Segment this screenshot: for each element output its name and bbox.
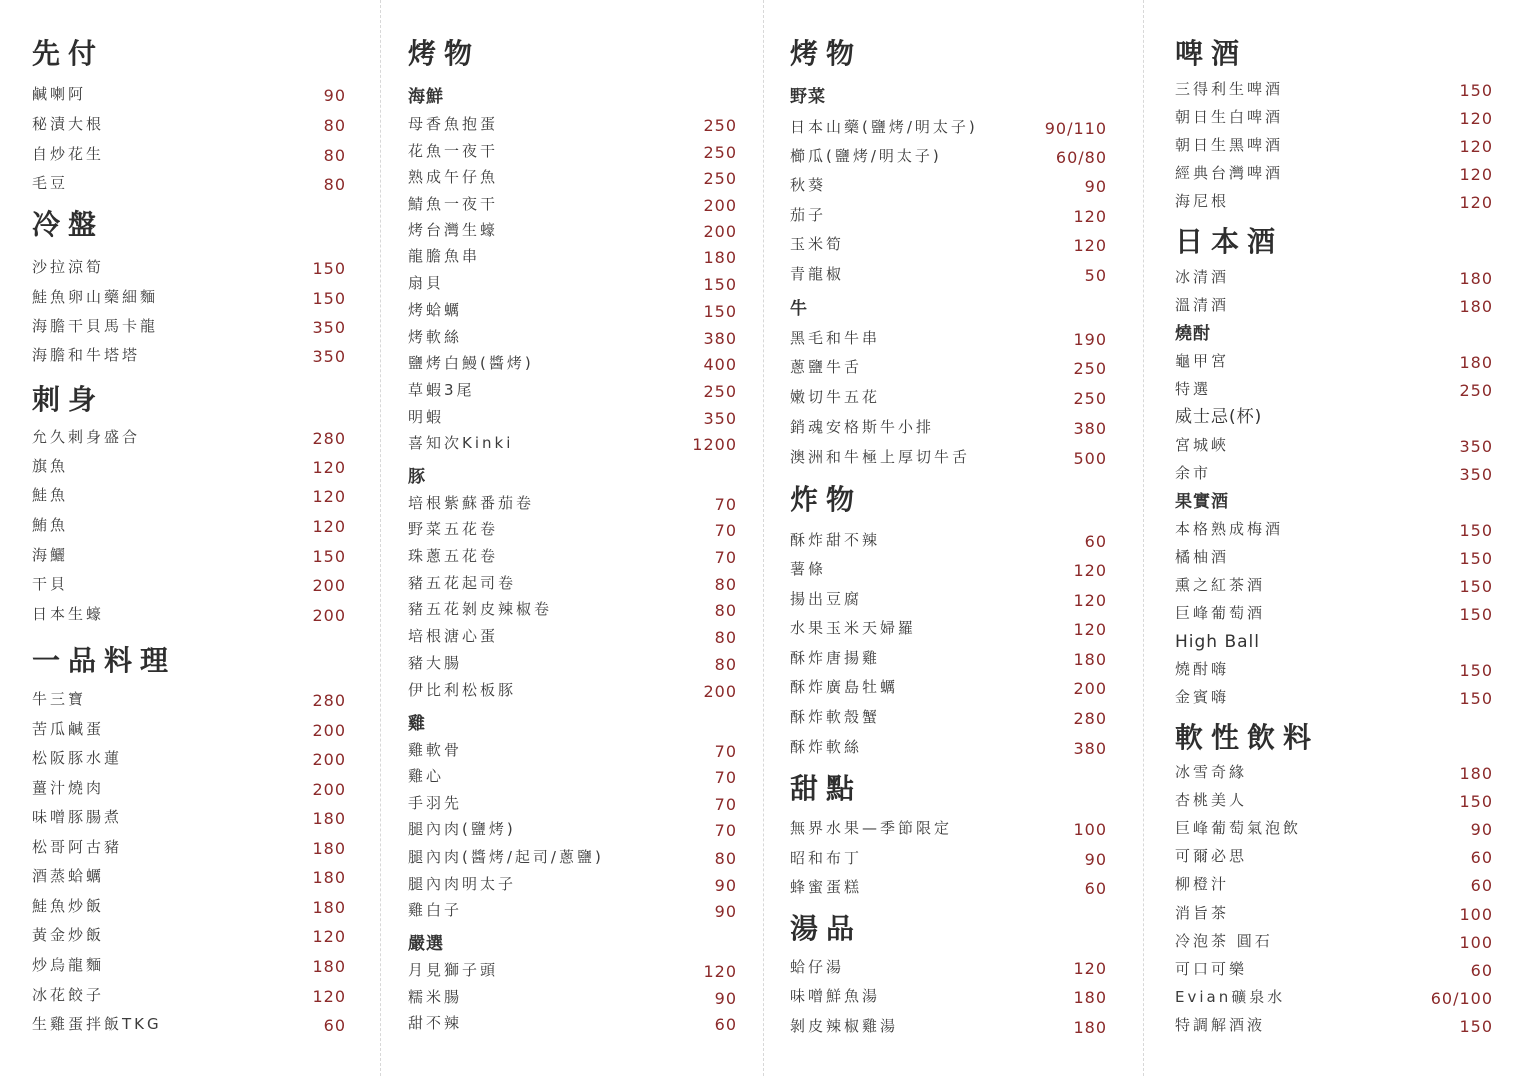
item-price: 280 [312, 429, 346, 448]
item-price: 60 [323, 1016, 346, 1035]
item-name: 嫩切牛五花 [790, 388, 881, 406]
item-price: 60 [714, 1015, 737, 1034]
item-name: 毛豆 [32, 174, 69, 192]
item-price: 80 [323, 116, 346, 135]
subsection-title: 嚴選 [408, 934, 444, 954]
item-name: 海鱺 [32, 546, 69, 564]
column-divider [763, 0, 764, 1076]
item-price: 350 [1459, 465, 1493, 484]
item-name: 松哥阿古豬 [32, 838, 123, 856]
item-price: 150 [703, 302, 737, 321]
item-price: 200 [312, 576, 346, 595]
item-price: 100 [1073, 820, 1107, 839]
item-price: 120 [1459, 109, 1493, 128]
item-name: 酒蒸蛤蠣 [32, 867, 105, 885]
item-name: 黃金炒飯 [32, 926, 105, 944]
item-price: 380 [703, 329, 737, 348]
item-name: 薑汁燒肉 [32, 779, 105, 797]
item-name: 扇貝 [408, 274, 445, 292]
menu-column [1175, 0, 1493, 1076]
item-name: 青龍椒 [790, 265, 845, 283]
item-price: 50 [1084, 266, 1107, 285]
item-name: 母香魚抱蛋 [408, 115, 499, 133]
item-name: 腿內肉(醬烤/起司/蔥鹽) [408, 848, 604, 866]
item-price: 80 [714, 655, 737, 674]
section-title: 日本酒 [1175, 225, 1284, 258]
item-name: 玉米筍 [790, 235, 845, 253]
item-price: 60 [1470, 848, 1493, 867]
section-title: 一品料理 [32, 644, 177, 677]
item-price: 180 [312, 809, 346, 828]
item-price: 90 [323, 86, 346, 105]
item-price: 120 [312, 517, 346, 536]
item-name: 鹹喇阿 [32, 85, 87, 103]
item-name: 炒烏龍麵 [32, 956, 105, 974]
item-name: 巨峰葡萄氣泡飲 [1175, 819, 1302, 837]
item-name: 柳橙汁 [1175, 875, 1230, 893]
item-name: 經典台灣啤酒 [1175, 164, 1284, 182]
item-price: 150 [703, 275, 737, 294]
item-name: 無界水果—季節限定 [790, 819, 953, 837]
subsection-title: 燒酎 [1175, 324, 1211, 344]
item-name: 旗魚 [32, 457, 69, 475]
item-price: 70 [714, 821, 737, 840]
item-price: 350 [312, 347, 346, 366]
item-name: 鮭魚炒飯 [32, 897, 105, 915]
item-price: 120 [1459, 137, 1493, 156]
item-name: 冰清酒 [1175, 268, 1230, 286]
item-price: 200 [1073, 679, 1107, 698]
item-name: 酥炸廣島牡蠣 [790, 678, 899, 696]
item-name: 可爾必思 [1175, 847, 1248, 865]
item-price: 250 [703, 143, 737, 162]
item-name: 本格熟成梅酒 [1175, 520, 1284, 538]
item-name: 雞軟骨 [408, 741, 463, 759]
item-price: 90/110 [1044, 119, 1107, 138]
item-name: 鮭魚 [32, 486, 69, 504]
item-price: 120 [312, 987, 346, 1006]
item-price: 80 [714, 601, 737, 620]
item-price: 180 [1073, 650, 1107, 669]
item-price: 70 [714, 768, 737, 787]
item-name: 海膽和牛塔塔 [32, 346, 141, 364]
item-name: 雞白子 [408, 901, 463, 919]
item-name: 酥炸軟殼蟹 [790, 708, 881, 726]
item-name: 鯖魚一夜干 [408, 195, 499, 213]
item-name: 酥炸軟絲 [790, 738, 863, 756]
item-price: 180 [1459, 353, 1493, 372]
item-price: 120 [1459, 165, 1493, 184]
section-title: 啤酒 [1175, 37, 1248, 70]
item-price: 60 [1470, 876, 1493, 895]
item-price: 380 [1073, 419, 1107, 438]
item-name: 宮城峽 [1175, 436, 1230, 454]
item-price: 190 [1073, 330, 1107, 349]
item-name: 三得利生啤酒 [1175, 80, 1284, 98]
item-price: 180 [1073, 1018, 1107, 1037]
item-name: Evian礦泉水 [1175, 988, 1286, 1006]
item-name: 伊比利松板豚 [408, 681, 517, 699]
item-price: 100 [1459, 933, 1493, 952]
item-name: 日本生蠔 [32, 605, 105, 623]
item-name: 酥炸唐揚雞 [790, 649, 881, 667]
section-title: 軟性飲料 [1175, 721, 1320, 754]
item-price: 80 [714, 849, 737, 868]
item-name: 特選 [1175, 380, 1212, 398]
item-name: 腿內肉明太子 [408, 875, 517, 893]
item-name: 可口可樂 [1175, 960, 1248, 978]
menu-column [32, 0, 346, 1076]
item-name: 澳洲和牛極上厚切牛舌 [790, 448, 971, 466]
section-title: 湯品 [790, 912, 863, 945]
item-name: 龍膽魚串 [408, 247, 481, 265]
item-price: 250 [1459, 381, 1493, 400]
item-price: 150 [1459, 792, 1493, 811]
item-price: 120 [1073, 959, 1107, 978]
subsection-title: High Ball [1175, 632, 1261, 652]
item-price: 180 [312, 898, 346, 917]
item-name: 燒酎嗨 [1175, 660, 1230, 678]
item-name: 杏桃美人 [1175, 791, 1248, 809]
item-price: 80 [323, 175, 346, 194]
item-name: 腿內肉(鹽烤) [408, 820, 516, 838]
item-price: 90 [1084, 177, 1107, 196]
item-price: 70 [714, 742, 737, 761]
item-name: 自炒花生 [32, 145, 105, 163]
item-name: 豬五花起司卷 [408, 574, 517, 592]
item-name: 熏之紅茶酒 [1175, 576, 1266, 594]
item-price: 150 [312, 289, 346, 308]
item-price: 150 [1459, 549, 1493, 568]
item-price: 200 [312, 750, 346, 769]
item-price: 150 [312, 259, 346, 278]
item-name: 豬大腸 [408, 654, 463, 672]
item-price: 200 [312, 721, 346, 740]
item-price: 60 [1084, 879, 1107, 898]
item-name: 秘漬大根 [32, 115, 105, 133]
item-name: 熟成午仔魚 [408, 168, 499, 186]
item-price: 150 [1459, 661, 1493, 680]
item-price: 70 [714, 521, 737, 540]
subsection-title: 雞 [408, 714, 426, 734]
item-price: 70 [714, 795, 737, 814]
item-name: 糯米腸 [408, 988, 463, 1006]
item-price: 90 [714, 989, 737, 1008]
item-price: 250 [1073, 389, 1107, 408]
item-name: 冰花餃子 [32, 986, 105, 1004]
item-price: 350 [1459, 437, 1493, 456]
menu-column [790, 0, 1107, 1076]
item-name: 茄子 [790, 206, 827, 224]
item-price: 60/100 [1430, 989, 1493, 1008]
item-price: 80 [714, 575, 737, 594]
section-title: 炸物 [790, 483, 863, 516]
item-name: 金賓嗨 [1175, 688, 1230, 706]
item-name: 珠蔥五花卷 [408, 547, 499, 565]
section-title: 烤物 [790, 37, 863, 70]
item-price: 350 [703, 409, 737, 428]
item-name: 蜂蜜蛋糕 [790, 878, 863, 896]
item-price: 280 [312, 691, 346, 710]
item-name: 手羽先 [408, 794, 463, 812]
item-name: 鮭魚卵山藥細麵 [32, 288, 159, 306]
item-price: 120 [1073, 236, 1107, 255]
item-price: 60 [1084, 532, 1107, 551]
item-price: 180 [312, 868, 346, 887]
column-divider [380, 0, 381, 1076]
item-price: 120 [312, 927, 346, 946]
item-name: 松阪豚水蓮 [32, 749, 123, 767]
subsection-title: 海鮮 [408, 87, 444, 107]
item-price: 150 [1459, 1017, 1493, 1036]
item-name: 揚出豆腐 [790, 590, 863, 608]
item-name: 溫清酒 [1175, 296, 1230, 314]
item-name: 喜知次Kinki [408, 434, 514, 452]
item-name: 花魚一夜干 [408, 142, 499, 160]
item-name: 巨峰葡萄酒 [1175, 604, 1266, 622]
item-price: 120 [312, 487, 346, 506]
item-price: 500 [1073, 449, 1107, 468]
item-price: 200 [703, 196, 737, 215]
section-title: 烤物 [408, 37, 481, 70]
item-name: 特調解酒液 [1175, 1016, 1266, 1034]
item-name: 培根溏心蛋 [408, 627, 499, 645]
item-name: 朝日生白啤酒 [1175, 108, 1284, 126]
item-price: 350 [312, 318, 346, 337]
item-price: 100 [1459, 905, 1493, 924]
item-price: 60 [1470, 961, 1493, 980]
item-name: 冰雪奇緣 [1175, 763, 1248, 781]
item-price: 280 [1073, 709, 1107, 728]
item-price: 250 [1073, 359, 1107, 378]
item-price: 180 [312, 957, 346, 976]
column-divider [1143, 0, 1144, 1076]
item-name: 剝皮辣椒雞湯 [790, 1017, 899, 1035]
item-price: 180 [1459, 764, 1493, 783]
item-name: 生雞蛋拌飯TKG [32, 1015, 162, 1033]
item-name: 烤台灣生蠔 [408, 221, 499, 239]
item-price: 200 [703, 222, 737, 241]
item-price: 1200 [692, 435, 737, 454]
item-price: 150 [312, 547, 346, 566]
item-name: 朝日生黑啤酒 [1175, 136, 1284, 154]
item-name: 橘柚酒 [1175, 548, 1230, 566]
item-name: 銷魂安格斯牛小排 [790, 418, 935, 436]
item-name: 秋葵 [790, 176, 827, 194]
item-name: 苦瓜鹹蛋 [32, 720, 105, 738]
item-name: 蛤仔湯 [790, 958, 845, 976]
item-name: 水果玉米天婦羅 [790, 619, 917, 637]
item-price: 90 [714, 902, 737, 921]
item-name: 鹽烤白鰻(醬烤) [408, 354, 534, 372]
item-name: 昭和布丁 [790, 849, 863, 867]
item-price: 80 [323, 146, 346, 165]
item-price: 180 [1073, 988, 1107, 1007]
item-name: 烤蛤蠣 [408, 301, 463, 319]
item-price: 180 [1459, 297, 1493, 316]
item-name: 龜甲宮 [1175, 352, 1230, 370]
item-price: 180 [1459, 269, 1493, 288]
item-price: 120 [312, 458, 346, 477]
item-price: 90 [1470, 820, 1493, 839]
item-name: 日本山藥(鹽烤/明太子) [790, 118, 978, 136]
item-price: 150 [1459, 521, 1493, 540]
item-name: 櫛瓜(鹽烤/明太子) [790, 147, 942, 165]
item-name: 烤軟絲 [408, 328, 463, 346]
item-name: 牛三寶 [32, 690, 87, 708]
item-price: 380 [1073, 739, 1107, 758]
item-name: 豬五花剝皮辣椒卷 [408, 600, 553, 618]
item-price: 200 [312, 780, 346, 799]
item-name: 干貝 [32, 575, 69, 593]
item-price: 150 [1459, 689, 1493, 708]
item-price: 90 [1084, 850, 1107, 869]
item-name: 酥炸甜不辣 [790, 531, 881, 549]
menu-column [408, 0, 737, 1076]
subsection-title: 牛 [790, 299, 808, 319]
item-price: 60/80 [1055, 148, 1107, 167]
item-price: 250 [703, 116, 737, 135]
item-price: 120 [1073, 620, 1107, 639]
item-name: 明蝦 [408, 408, 445, 426]
item-name: 海膽干貝馬卡龍 [32, 317, 159, 335]
subsection-title: 威士忌(杯) [1175, 407, 1263, 427]
item-name: 味噌鮮魚湯 [790, 987, 881, 1005]
item-price: 150 [1459, 605, 1493, 624]
item-price: 120 [1459, 193, 1493, 212]
item-name: 允久刺身盛合 [32, 428, 141, 446]
section-title: 刺身 [32, 383, 105, 416]
item-price: 120 [1073, 207, 1107, 226]
item-price: 120 [1073, 561, 1107, 580]
item-name: 蔥鹽牛舌 [790, 358, 863, 376]
item-price: 70 [714, 548, 737, 567]
item-price: 70 [714, 495, 737, 514]
section-title: 甜點 [790, 772, 863, 805]
section-title: 先付 [32, 37, 105, 70]
item-price: 150 [1459, 577, 1493, 596]
item-name: 沙拉涼筍 [32, 258, 105, 276]
subsection-title: 野菜 [790, 87, 826, 107]
item-name: 月見獅子頭 [408, 961, 499, 979]
section-title: 冷盤 [32, 208, 105, 241]
item-name: 冷泡茶 圓石 [1175, 932, 1273, 950]
item-price: 180 [312, 839, 346, 858]
item-name: 雞心 [408, 767, 445, 785]
item-name: 薯條 [790, 560, 827, 578]
item-name: 草蝦3尾 [408, 381, 475, 399]
item-price: 120 [1073, 591, 1107, 610]
item-price: 80 [714, 628, 737, 647]
item-name: 海尼根 [1175, 192, 1230, 210]
item-name: 野菜五花卷 [408, 520, 499, 538]
item-price: 180 [703, 248, 737, 267]
item-name: 鮪魚 [32, 516, 69, 534]
item-name: 培根紫蘇番茄卷 [408, 494, 535, 512]
item-price: 200 [703, 682, 737, 701]
subsection-title: 果實酒 [1175, 492, 1229, 512]
item-name: 消旨茶 [1175, 904, 1230, 922]
item-price: 90 [714, 876, 737, 895]
item-price: 250 [703, 382, 737, 401]
subsection-title: 豚 [408, 467, 426, 487]
item-name: 味噌豚腸煮 [32, 808, 123, 826]
item-name: 甜不辣 [408, 1014, 463, 1032]
item-price: 250 [703, 169, 737, 188]
item-name: 黑毛和牛串 [790, 329, 881, 347]
item-price: 200 [312, 606, 346, 625]
item-name: 余市 [1175, 464, 1212, 482]
item-price: 120 [703, 962, 737, 981]
item-price: 150 [1459, 81, 1493, 100]
item-price: 400 [703, 355, 737, 374]
